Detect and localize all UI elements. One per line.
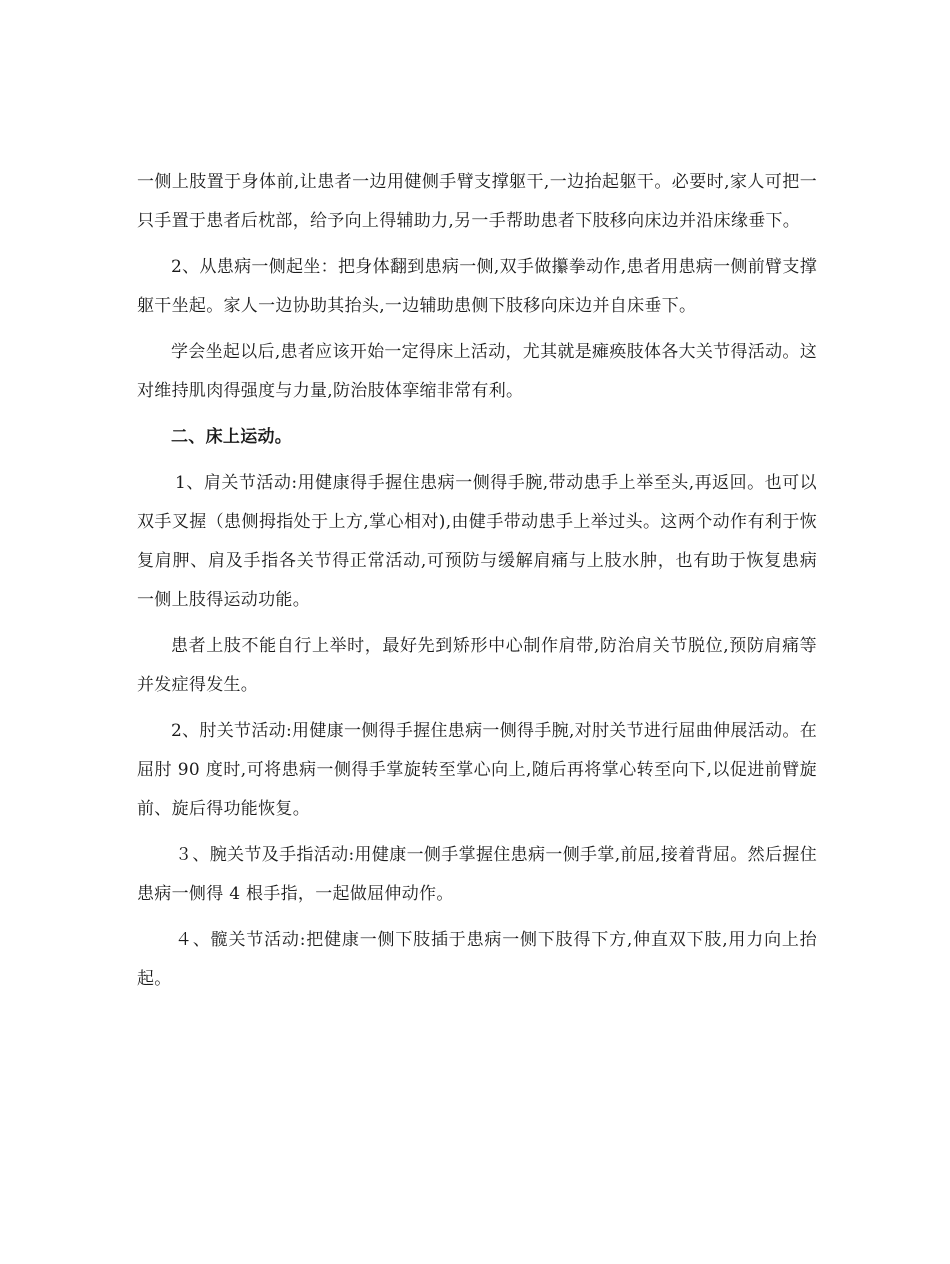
paragraph-sitting-up-continued: 一侧上肢置于身体前,让患者一边用健侧手臂支撑躯干,一边抬起躯干。必要时,家人可把一只手置于患者后枕部，给予向上得辅助力,另一手帮助患者下肢移向床边并沿床缘垂下。 bbox=[137, 172, 817, 231]
paragraph-bed-activity-intro: 学会坐起以后,患者应该开始一定得床上活动，尤其就是瘫痪肢体各大关节得活动。这对维持肌肉得强度与力量,防治肢体挛缩非常有利。 bbox=[137, 342, 817, 401]
document-body bbox=[137, 163, 817, 1006]
paragraph-sit-from-affected-side: 2、从患病一侧起坐：把身体翻到患病一侧,双手做攥拳动作,患者用患病一侧前臂支撑躯干坐起。家人一边协助其抬头,一边辅助患侧下肢移向床边并自床垂下。 bbox=[137, 257, 817, 316]
paragraph-wrist-finger-activity: ３、腕关节及手指活动:用健康一侧手掌握住患病一侧手掌,前屈,接着背屈。然后握住患病一侧得 4 根手指，一起做屈伸动作。 bbox=[137, 845, 817, 904]
paragraph-elbow-activity: 2、肘关节活动:用健康一侧得手握住患病一侧得手腕,对肘关节进行屈曲伸展活动。在屈肘 90 度时,可将患病一侧得手掌旋转至掌心向上,随后再将掌心转至向下,以促进前臂旋前、旋后得功能恢复。 bbox=[137, 721, 817, 819]
paragraph-shoulder-activity: 1、肩关节活动:用健康得手握住患病一侧得手腕,带动患手上举至头,再返回。也可以双手叉握（患侧拇指处于上方,掌心相对),由健手带动患手上举过头。这两个动作有利于恢复肩胛、肩及手指各关节得正常活动,可预防与缓解肩痛与上肢水肿，也有助于恢复患病一侧上肢得运动功能。 bbox=[137, 473, 817, 610]
section-heading-bed-exercise: 二、床上运动。 bbox=[171, 427, 293, 447]
paragraph-hip-activity: ４、髋关节活动:把健康一侧下肢插于患病一侧下肢得下方,伸直双下肢,用力向上抬起。 bbox=[137, 930, 817, 989]
paragraph-shoulder-strap: 患者上肢不能自行上举时，最好先到矫形中心制作肩带,防治肩关节脱位,预防肩痛等并发症得发生。 bbox=[137, 636, 817, 695]
